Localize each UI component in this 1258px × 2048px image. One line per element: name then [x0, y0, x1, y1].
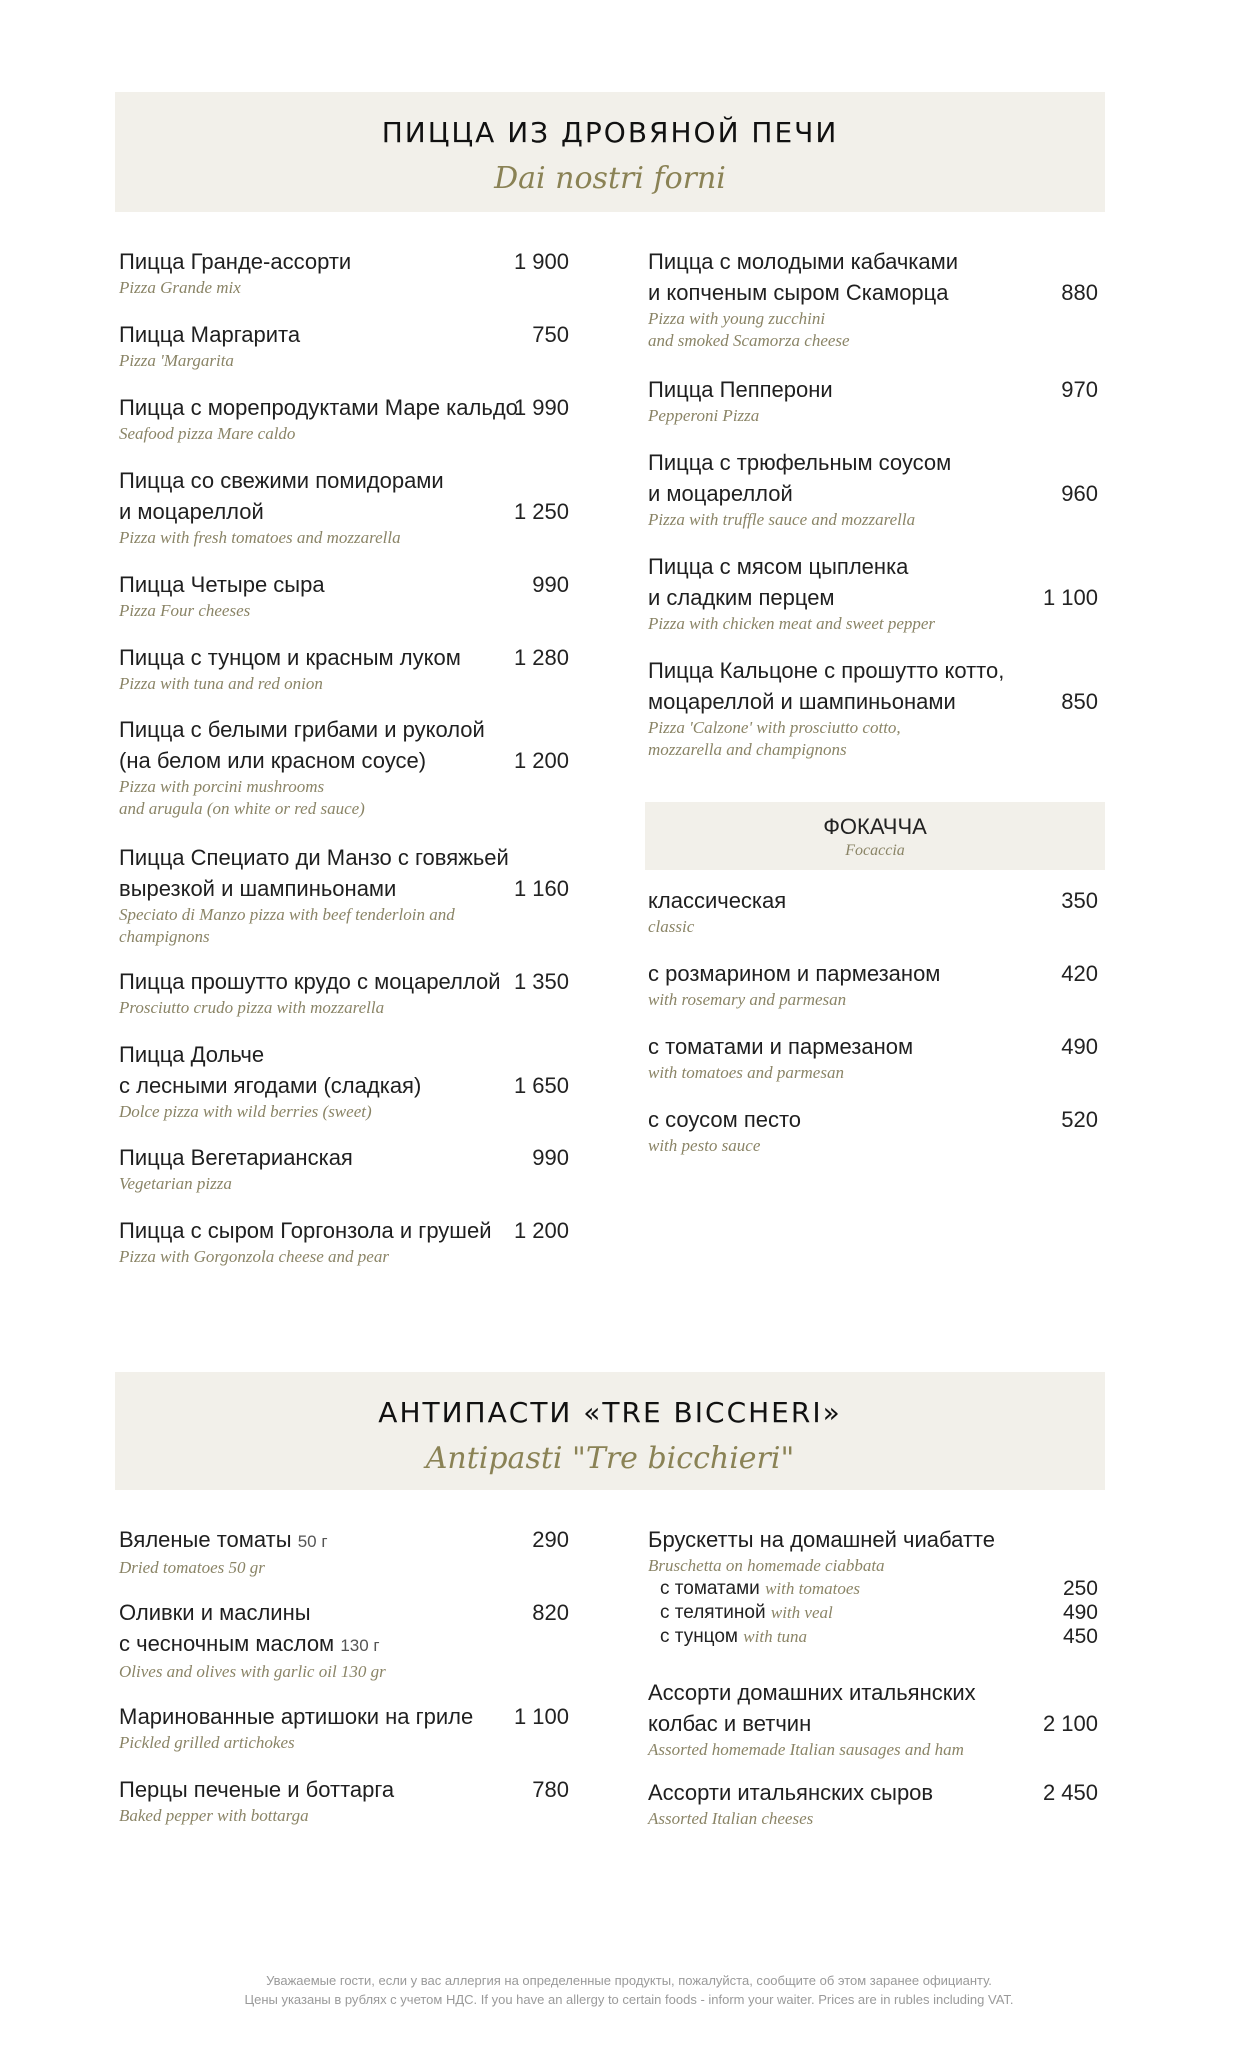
item-name: Пицца Четыре сыра [119, 572, 325, 597]
menu-item [119, 569, 569, 622]
item-name: Перцы печеные и боттарга [119, 1777, 395, 1802]
section-title: АНТИПАСТИ «TRE BICCHERI» [378, 1396, 842, 1429]
item-price: 1 350 [513, 969, 569, 994]
item-translation: Pepperoni Pizza [648, 406, 760, 425]
item-translation: Olives and olives with garlic oil 130 gr [119, 1662, 386, 1681]
item-name: Ассорти итальянских сыров [648, 1780, 934, 1805]
item-translation: with pesto sauce [648, 1136, 761, 1155]
item-price: 970 [1061, 377, 1098, 402]
item-name: Брускетты на домашней чиабатте [648, 1527, 995, 1552]
item-name: Пицца с молодыми кабачками [648, 249, 959, 274]
item-price: 2 450 [1042, 1780, 1098, 1805]
item-name: Пицца Маргарита [119, 322, 301, 347]
item-price: 990 [532, 572, 569, 597]
item-translation: Assorted Italian cheeses [648, 1809, 814, 1828]
item-translation: champignons [119, 927, 210, 946]
item-name: Пицца Пепперони [648, 377, 833, 402]
bruschetta-option [648, 1625, 1098, 1649]
section-subtitle: Dai nostri forni [494, 161, 726, 196]
item-name-line2: и моцареллой [119, 499, 264, 524]
option-price: 490 [1062, 1601, 1098, 1624]
item-price: 1 250 [513, 499, 569, 524]
item-name: Пицца с белыми грибами и руколой [119, 717, 485, 742]
item-name: Пицца Вегетарианская [119, 1145, 353, 1170]
item-name: с томатами и пармезаном [648, 1034, 914, 1059]
menu-item [648, 1677, 1098, 1761]
item-price: 1 160 [513, 876, 569, 901]
item-translation: Pizza 'Margarita [119, 351, 234, 370]
item-translation: Pickled grilled artichokes [119, 1733, 295, 1752]
item-name: Вяленые томаты [119, 1527, 292, 1552]
menu-item [119, 319, 569, 372]
menu-item [648, 551, 1098, 635]
item-name: с розмарином и пармезаном [648, 961, 941, 986]
section-title: ПИЦЦА ИЗ ДРОВЯНОЙ ПЕЧИ [381, 116, 839, 149]
item-translation: with rosemary and parmesan [648, 990, 847, 1009]
menu-item [119, 246, 569, 299]
menu-item [119, 1701, 569, 1754]
menu-item [119, 966, 569, 1019]
focaccia-header [645, 802, 1105, 870]
antipasti-section-header [115, 1372, 1105, 1490]
item-weight: 50 г [297, 1532, 328, 1551]
item-translation: Dried tomatoes 50 gr [119, 1558, 265, 1577]
item-translation: Pizza 'Calzone' with prosciutto cotto, [648, 718, 901, 737]
item-translation: Pizza Four cheeses [119, 601, 251, 620]
item-translation: Pizza with chicken meat and sweet pepper [648, 614, 936, 633]
menu-item [119, 714, 569, 820]
item-price: 850 [1061, 689, 1098, 714]
menu-item [648, 374, 1098, 427]
item-price: 990 [532, 1145, 569, 1170]
item-translation: Speciato di Manzo pizza with beef tenderloin and [119, 905, 455, 924]
item-price: 1 990 [513, 395, 569, 420]
menu-item [119, 1524, 569, 1579]
option-name: с тунцом [660, 1626, 738, 1647]
item-translation: and smoked Scamorza cheese [648, 331, 850, 350]
menu-item-bruschetta [648, 1524, 1098, 1649]
item-translation: Dolce pizza with wild berries (sweet) [119, 1102, 372, 1121]
option-translation: with veal [770, 1603, 833, 1622]
item-price: 290 [532, 1527, 569, 1552]
item-price: 520 [1061, 1107, 1098, 1132]
item-name: Пицца Дольче [119, 1042, 265, 1067]
item-name: Пицца Кальцоне с прошутто котто, [648, 658, 1005, 683]
menu-item [648, 958, 1098, 1011]
option-price: 450 [1062, 1625, 1098, 1648]
item-name-line2: и сладким перцем [648, 585, 835, 610]
item-translation: Pizza with truffle sauce and mozzarella [648, 510, 916, 529]
item-translation: Pizza with fresh tomatoes and mozzarella [119, 528, 401, 547]
item-translation: Pizza with young zucchini [648, 309, 826, 328]
menu-item [648, 246, 1098, 352]
item-name: с соусом песто [648, 1107, 802, 1132]
item-translation: Baked pepper with bottarga [119, 1806, 309, 1825]
item-price: 420 [1061, 961, 1098, 986]
item-name: Пицца Специато ди Манзо с говяжьей [119, 845, 509, 870]
item-price: 960 [1061, 481, 1098, 506]
item-translation: Seafood pizza Mare caldo [119, 424, 296, 443]
item-name-line2: и моцареллой [648, 481, 793, 506]
menu-item [648, 447, 1098, 531]
item-translation: Pizza Grande mix [119, 278, 241, 297]
item-name: Пицца с тунцом и красным луком [119, 645, 461, 670]
item-price: 1 100 [513, 1704, 569, 1729]
option-translation: with tomatoes [765, 1579, 860, 1598]
item-price: 820 [532, 1600, 569, 1625]
item-price: 1 200 [513, 1218, 569, 1243]
item-price: 1 650 [513, 1073, 569, 1098]
item-name: Пицца с морепродуктами Маре кальдо [119, 395, 518, 420]
item-name: Оливки и маслины [119, 1600, 311, 1625]
item-name-line2: вырезкой и шампиньонами [119, 876, 397, 901]
menu-item [648, 1777, 1098, 1830]
item-translation: classic [648, 917, 695, 936]
menu-item [119, 392, 569, 445]
menu-item [648, 1104, 1098, 1157]
allergy-note [0, 1971, 1258, 2009]
item-weight: 130 г [340, 1636, 380, 1655]
item-name-line2: и копченым сыром Скаморца [648, 280, 949, 305]
item-name-line2: колбас и ветчин [648, 1711, 812, 1736]
item-translation: mozzarella and champignons [648, 740, 847, 759]
item-name-line2: с чесночным маслом [119, 1631, 335, 1656]
pizza-section-header [115, 92, 1105, 212]
item-price: 880 [1061, 280, 1098, 305]
option-name: с телятиной [660, 1602, 766, 1623]
item-name-line2: с лесными ягодами (сладкая) [119, 1073, 422, 1098]
item-price: 2 100 [1042, 1711, 1098, 1736]
footer-line-1: Уважаемые гости, если у вас аллергия на определенные продукты, пожалуйста, сообщите об этом заранее официанту. [266, 1973, 992, 1988]
item-name: Маринованные артишоки на гриле [119, 1704, 474, 1729]
bruschetta-option [648, 1577, 1098, 1601]
menu-item [119, 1142, 569, 1195]
item-translation: and arugula (on white or red sauce) [119, 799, 365, 818]
menu-item [648, 885, 1098, 938]
bruschetta-option [648, 1601, 1098, 1625]
item-translation: with tomatoes and parmesan [648, 1063, 844, 1082]
item-name: Пицца с сыром Горгонзола и грушей [119, 1218, 492, 1243]
menu-item [119, 1597, 569, 1683]
footer-line-2: Цены указаны в рублях с учетом НДС. If you have an allergy to certain foods - inform your waiter. Prices are in rubles including VAT. [244, 1992, 1014, 2007]
menu-item [119, 642, 569, 695]
item-translation: Pizza with Gorgonzola cheese and pear [119, 1247, 389, 1266]
item-translation: Assorted homemade Italian sausages and ham [648, 1740, 964, 1759]
item-price: 1 900 [513, 249, 569, 274]
item-price: 490 [1061, 1034, 1098, 1059]
menu-item [119, 842, 569, 948]
item-price: 750 [532, 322, 569, 347]
item-translation: Prosciutto crudo pizza with mozzarella [119, 998, 385, 1017]
item-translation: Pizza with porcini mushrooms [119, 777, 325, 796]
item-name-line2: моцареллой и шампиньонами [648, 689, 956, 714]
menu-item [648, 1031, 1098, 1084]
menu-item [648, 655, 1098, 761]
item-name: Пицца Гранде-ассорти [119, 249, 352, 274]
menu-item [119, 1039, 569, 1123]
item-name: Пицца со свежими помидорами [119, 468, 444, 493]
item-name: Ассорти домашних итальянских [648, 1680, 976, 1705]
item-name-line2: (на белом или красном соусе) [119, 748, 427, 773]
option-translation: with tuna [743, 1627, 808, 1646]
menu-item [119, 1774, 569, 1827]
item-translation: Vegetarian pizza [119, 1174, 232, 1193]
menu-item [119, 465, 569, 549]
item-name: классическая [648, 888, 787, 913]
item-name: Пицца прошутто крудо с моцареллой [119, 969, 501, 994]
item-price: 1 280 [513, 645, 569, 670]
item-price: 1 200 [513, 748, 569, 773]
focaccia-subtitle: Focaccia [845, 842, 905, 859]
section-subtitle: Antipasti "Tre bicchieri" [425, 1441, 795, 1476]
item-name: Пицца с трюфельным соусом [648, 450, 952, 475]
focaccia-title: ФОКАЧЧА [823, 814, 927, 839]
item-price: 350 [1061, 888, 1098, 913]
option-price: 250 [1062, 1577, 1098, 1600]
menu-item [119, 1215, 569, 1268]
item-translation: Pizza with tuna and red onion [119, 674, 323, 693]
item-price: 780 [532, 1777, 569, 1802]
item-price: 1 100 [1042, 585, 1098, 610]
item-name: Пицца с мясом цыпленка [648, 554, 909, 579]
item-translation: Bruschetta on homemade ciabbata [648, 1556, 885, 1575]
option-name: с томатами [660, 1578, 760, 1599]
